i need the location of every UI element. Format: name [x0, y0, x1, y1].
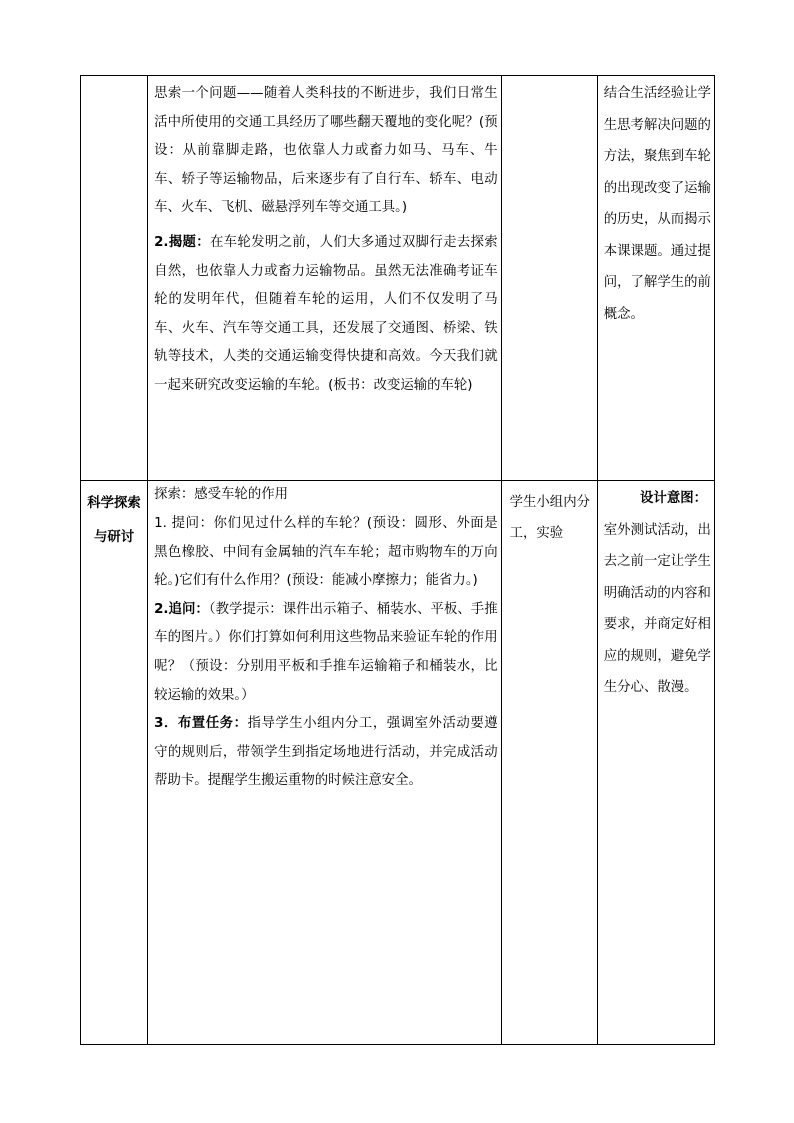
paragraph: 思索一个问题——随着人类科技的不断进步，我们日常生活中所使用的交通工具经历了哪些翻天覆地的变化呢？(预设：从前靠脚走路，也依靠人力或畜力如马、马车、牛车、轿子等运输物品，后来逐步有了自行车、轿车、电动车、火车、飞机、磁悬浮列车等交通工具。): [154, 86, 498, 216]
stage-label: 科学探索与研讨: [87, 496, 141, 546]
paragraph-label: 2.揭题：: [154, 234, 210, 250]
paragraph-text: （教学提示：课件出示箱子、桶装水、平板、手推车的图片。）你们打算如何利用这些物品来验证车轮的作用呢？（预设：分别用平板和手推车运输箱子和桶装水，比较运输的效果。）: [154, 601, 498, 703]
paragraph: [154, 710, 498, 796]
paragraph: [154, 596, 498, 710]
paragraph-label: 3．布置任务：: [154, 716, 248, 732]
paragraph-text: 指导学生小组内分工，强调室外活动要遵守的规则后，带领学生到指定场地进行活动，并完成活动帮助卡。提醒学生搬运重物的时候注意安全。: [154, 716, 498, 789]
table-row: [81, 481, 715, 1045]
paragraph-label: 2.追问：: [154, 601, 209, 617]
section-title: 探索：感受车轮的作用: [154, 487, 288, 503]
stage-cell: [81, 76, 148, 481]
design-intent-label: 设计意图：: [640, 491, 707, 507]
content-cell: [148, 481, 502, 1045]
student-activity-cell: [501, 481, 597, 1045]
design-intent-text: 室外测试活动，出去之前一定让学生明确活动的内容和要求，并商定好相应的规则，避免学生分心、散漫。: [603, 522, 711, 696]
paragraph-text: 在车轮发明之前，人们大多通过双脚行走去探索自然，也依靠人力或畜力运输物品。虽然无法准确考证车轮的发明年代，但随着车轮的运用，人们不仅发明了马车、火车、汽车等交通工具，还发展了交通图、桥梁、铁轨等技术，人类的交通运输变得快捷和高效。今天我们就一起来研究改变运输的车轮。(板书：改变运输的车轮): [154, 234, 498, 393]
design-intent-cell: [597, 76, 714, 481]
student-activity-cell: [501, 76, 597, 481]
table-row: [81, 76, 715, 481]
lesson-plan-table: [80, 75, 715, 1045]
paragraph: 1. 提问：你们见过什么样的车轮？(预设：圆形、外面是黑色橡胶、中间有金属轴的汽车车轮；超市购物车的万向轮。)它们有什么作用？(预设：能减小摩擦力；能省力。): [154, 516, 498, 589]
student-activity-text: 学生小组内分工，实验: [509, 495, 590, 542]
paragraph: [154, 229, 498, 401]
design-intent-text: 结合生活经验让学生思考解决问题的方法，聚焦到车轮的出现改变了运输的历史，从而揭示本课课题。通过提问，了解学生的前概念。: [603, 86, 711, 322]
content-cell: [148, 76, 502, 481]
design-intent-cell: [597, 481, 714, 1045]
stage-cell: [81, 481, 148, 1045]
